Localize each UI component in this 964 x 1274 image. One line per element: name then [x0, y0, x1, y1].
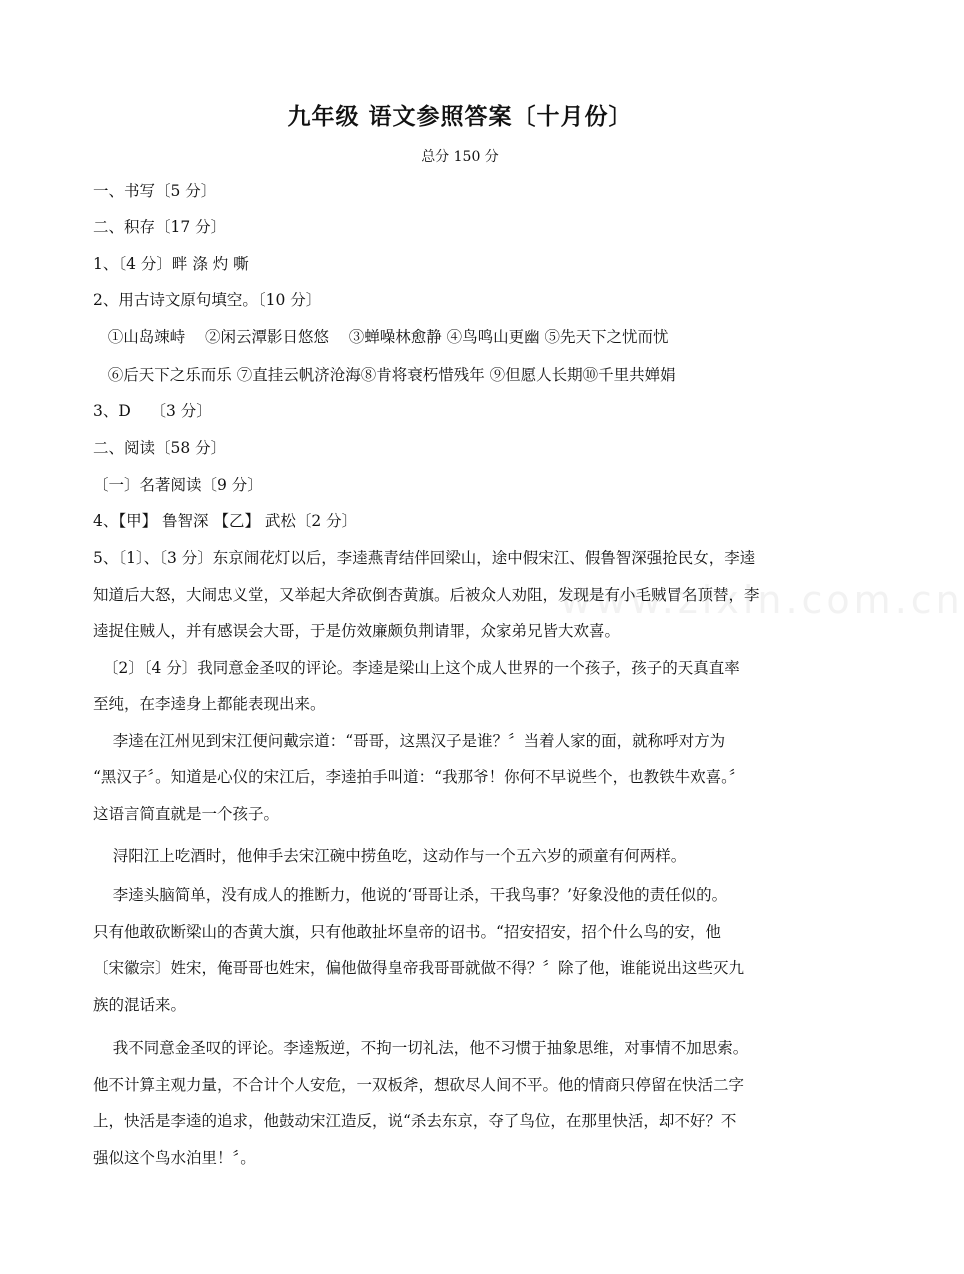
answer-5-2-line-1: 〔2〕〔4 分〕我同意金圣叹的评论。李逵是梁山上这个成人世界的一个孩子，孩子的天真直率 [93, 659, 740, 677]
paragraph-3-line-2: 只有他敢砍断梁山的杏黄大旗，只有他敢扯坏皇帝的诏书。“招安招安，招个什么鸟的安，他 [93, 923, 721, 941]
answer-5-line-1: 5、〔1〕、〔3 分〕东京闹花灯以后，李逵燕青结伴回梁山，途中假宋江、假鲁智深强抢民女，李逵 [93, 549, 756, 567]
paragraph-1-line-2: “黑汉子〞。知道是心仪的宋江后，李逵拍手叫道：“我那爷！你何不早说些个，也教铁牛欢喜。〞 [93, 768, 745, 786]
answer-2-line-2: ⑥后天下之乐而乐 ⑦直挂云帆济沧海⑧肯将衰朽惜残年 ⑨但愿人长期⑩千里共婵娟 [93, 366, 676, 384]
section-reading: 二、阅读〔58 分〕 [93, 439, 227, 457]
answer-5-line-3: 逵捉住贼人，并有感误会大哥，于是仿效廉颇负荆请罪，众家弟兄皆大欢喜。 [93, 622, 621, 640]
answer-2-heading: 2、用古诗文原句填空。〔10 分〕 [93, 291, 322, 309]
section-accumulation: 二、积存〔17 分〕 [93, 218, 227, 236]
answer-1: 1、〔4 分〕畔 涤 灼 嘶 [93, 255, 249, 273]
paragraph-1-line-1: 李逵在江州见到宋江便问戴宗道：“哥哥，这黑汉子是谁？〞当着人家的面，就称呼对方为 [93, 732, 726, 750]
subsection-classics: 〔一〕名著阅读〔9 分〕 [93, 476, 263, 494]
answer-5-2-line-2: 至纯，在李逵身上都能表现出来。 [93, 695, 326, 713]
paragraph-1-line-3: 这语言简直就是一个孩子。 [93, 805, 280, 823]
paragraph-4-line-4: 强似这个鸟水泊里！〞。 [93, 1149, 256, 1167]
answer-3: 3、D 〔3 分〕 [93, 402, 212, 420]
paragraph-3-line-3: 〔宋徽宗〕姓宋，俺哥哥也姓宋，偏他做得皇帝我哥哥就做不得？〞除了他，谁能说出这些灭九 [93, 959, 745, 977]
paragraph-4-line-2: 他不计算主观力量，不合计个人安危，一双板斧，想砍尽人间不平。他的情商只停留在快活二字 [93, 1076, 745, 1094]
watermark: www.zixin.com.cn [560, 578, 964, 622]
answer-4: 4、【甲】 鲁智深 【乙】 武松〔2 分〕 [93, 512, 358, 530]
answer-2-line-1: ①山岛竦峙 ②闲云潭影日悠悠 ③蝉噪林愈静 ④鸟鸣山更幽 ⑤先天下之忧而忧 [93, 328, 669, 346]
paragraph-4-line-3: 上，快活是李逵的追求，他鼓动宋江造反，说“杀去东京，夺了鸟位，在那里快活，却不好？不 [93, 1112, 737, 1130]
paragraph-4-line-1: 我不同意金圣叹的评论。李逵叛逆，不拘一切礼法，他不习惯于抽象思维，对事情不加思索。 [93, 1039, 749, 1057]
page-title: 九年级 语文参照答案〔十月份〕 [287, 104, 633, 130]
answer-5-line-2: 知道后大怒，大闹忠义堂，又举起大斧砍倒杏黄旗。后被众人劝阻，发现是有小毛贼冒名顶替，李 [93, 586, 760, 604]
paragraph-3-line-4: 族的混话来。 [93, 996, 187, 1014]
paragraph-3-line-1: 李逵头脑简单，没有成人的推断力，他说的‘哥哥让杀，干我鸟事？’好象没他的责任似的。 [93, 886, 728, 904]
total-score: 总分 150 分 [421, 149, 499, 165]
section-writing: 一、书写〔5 分〕 [93, 182, 217, 200]
paragraph-2-line-1: 浔阳江上吃酒时，他伸手去宋江碗中捞鱼吃，这动作与一个五六岁的顽童有何两样。 [93, 847, 687, 865]
